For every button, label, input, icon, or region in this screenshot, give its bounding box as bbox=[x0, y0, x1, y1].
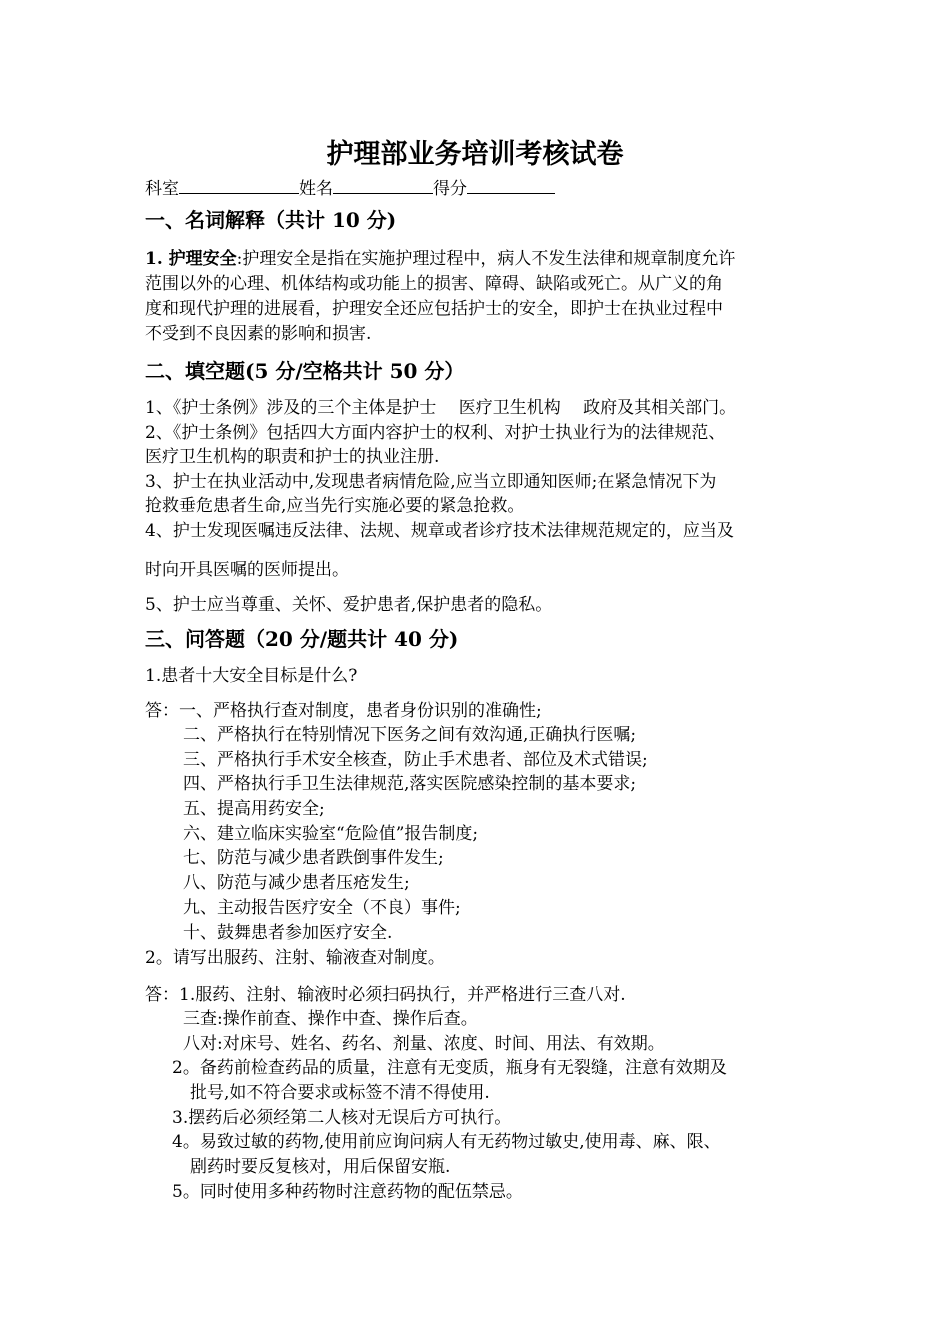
info-line bbox=[145, 177, 555, 199]
dept-blank[interactable] bbox=[179, 177, 299, 194]
answer-2-line-4: 2。备药前检查药品的质量，注意有无变质，瓶身有无裂缝，注意有效期及 bbox=[172, 1058, 727, 1078]
term-label: 1. 护理安全 bbox=[145, 249, 237, 269]
fill-line-8: 5、护士应当尊重、关怀、爱护患者,保护患者的隐私。 bbox=[145, 595, 553, 615]
answer-1-line-3: 三、严格执行手术安全核查，防止手术患者、部位及术式错误; bbox=[183, 750, 648, 770]
answer-1-line-5: 五、提高用药安全; bbox=[183, 799, 325, 819]
section1-line-2: 范围以外的心理、机体结构或功能上的损害、障碍、缺陷或死亡。从广义的角 bbox=[145, 274, 723, 294]
answer-2-line-6: 3.摆药后必须经第二人核对无误后方可执行。 bbox=[172, 1108, 512, 1128]
answer-1-line-6: 六、建立临床实验室“危险值”报告制度; bbox=[183, 824, 479, 844]
score-blank[interactable] bbox=[467, 177, 555, 194]
answer-1-line-10: 十、鼓舞患者参加医疗安全. bbox=[183, 923, 393, 943]
answer-2-line-7: 4。易致过敏的药物,使用前应询问病人有无药物过敏史,使用毒、麻、限、 bbox=[172, 1132, 721, 1152]
question-1: 1.患者十大安全目标是什么? bbox=[145, 666, 358, 686]
section1-heading: 一、名词解释（共计 10 分) bbox=[145, 208, 397, 232]
fill-line-5: 抢救垂危患者生命,应当先行实施必要的紧急抢救。 bbox=[145, 496, 525, 516]
answer-2-line-1: 答：1.服药、注射、输液时必须扫码执行，并严格进行三查八对. bbox=[145, 985, 626, 1005]
section2-heading: 二、填空题(5 分/空格共计 50 分） bbox=[145, 359, 465, 383]
fill-line-3: 医疗卫生机构的职责和护士的执业注册. bbox=[145, 447, 440, 467]
question-2: 2。请写出服药、注射、输液查对制度。 bbox=[145, 948, 445, 968]
answer-2-line-5: 批号,如不符合要求或标签不清不得使用. bbox=[190, 1083, 490, 1103]
dept-label: 科室 bbox=[145, 179, 179, 199]
name-label: 姓名 bbox=[299, 179, 333, 199]
answer-2-line-9: 5。同时使用多种药物时注意药物的配伍禁忌。 bbox=[172, 1182, 523, 1202]
answer-1-line-7: 七、防范与减少患者跌倒事件发生; bbox=[183, 848, 444, 868]
fill-line-2: 2、《护士条例》包括四大方面内容护士的权利、对护士执业行为的法律规范、 bbox=[145, 423, 726, 443]
answer-2-line-3: 八对:对床号、姓名、药名、剂量、浓度、时间、用法、有效期。 bbox=[183, 1034, 665, 1054]
fill-line-1: 1、《护士条例》涉及的三个主体是护士 医疗卫生机构 政府及其相关部门。 bbox=[145, 398, 737, 418]
answer-1-line-8: 八、防范与减少患者压疮发生; bbox=[183, 873, 410, 893]
answer-1-line-9: 九、主动报告医疗安全（不良）事件; bbox=[183, 898, 461, 918]
answer-1-line-2: 二、严格执行在特别情况下医务之间有效沟通,正确执行医嘱; bbox=[183, 725, 637, 745]
answer-2-line-8: 剧药时要反复核对，用后保留安瓶. bbox=[190, 1157, 451, 1177]
section1-line-1: 1. 护理安全:护理安全是指在实施护理过程中，病人不发生法律和规章制度允许 bbox=[145, 249, 736, 269]
page-title: 护理部业务培训考核试卷 bbox=[326, 139, 624, 170]
score-label: 得分 bbox=[433, 179, 467, 199]
fill-line-4: 3、护士在执业活动中,发现患者病情危险,应当立即通知医师;在紧急情况下为 bbox=[145, 472, 717, 492]
section3-heading: 三、问答题（20 分/题共计 40 分) bbox=[145, 627, 459, 651]
fill-line-6: 4、护士发现医嘱违反法律、法规、规章或者诊疗技术法律规范规定的，应当及 bbox=[145, 521, 734, 541]
section1-line-3: 度和现代护理的进展看，护理安全还应包括护士的安全，即护士在执业过程中 bbox=[145, 299, 723, 319]
answer-1-line-4: 四、严格执行手卫生法律规范,落实医院感染控制的基本要求; bbox=[183, 774, 637, 794]
name-blank[interactable] bbox=[333, 177, 433, 194]
fill-line-7: 时向开具医嘱的医师提出。 bbox=[145, 560, 349, 580]
section1-line-4: 不受到不良因素的影响和损害. bbox=[145, 324, 372, 344]
answer-2-line-2: 三查:操作前查、操作中查、操作后查。 bbox=[183, 1009, 478, 1029]
answer-1-line-1: 答：一、严格执行查对制度，患者身份识别的准确性; bbox=[145, 701, 542, 721]
